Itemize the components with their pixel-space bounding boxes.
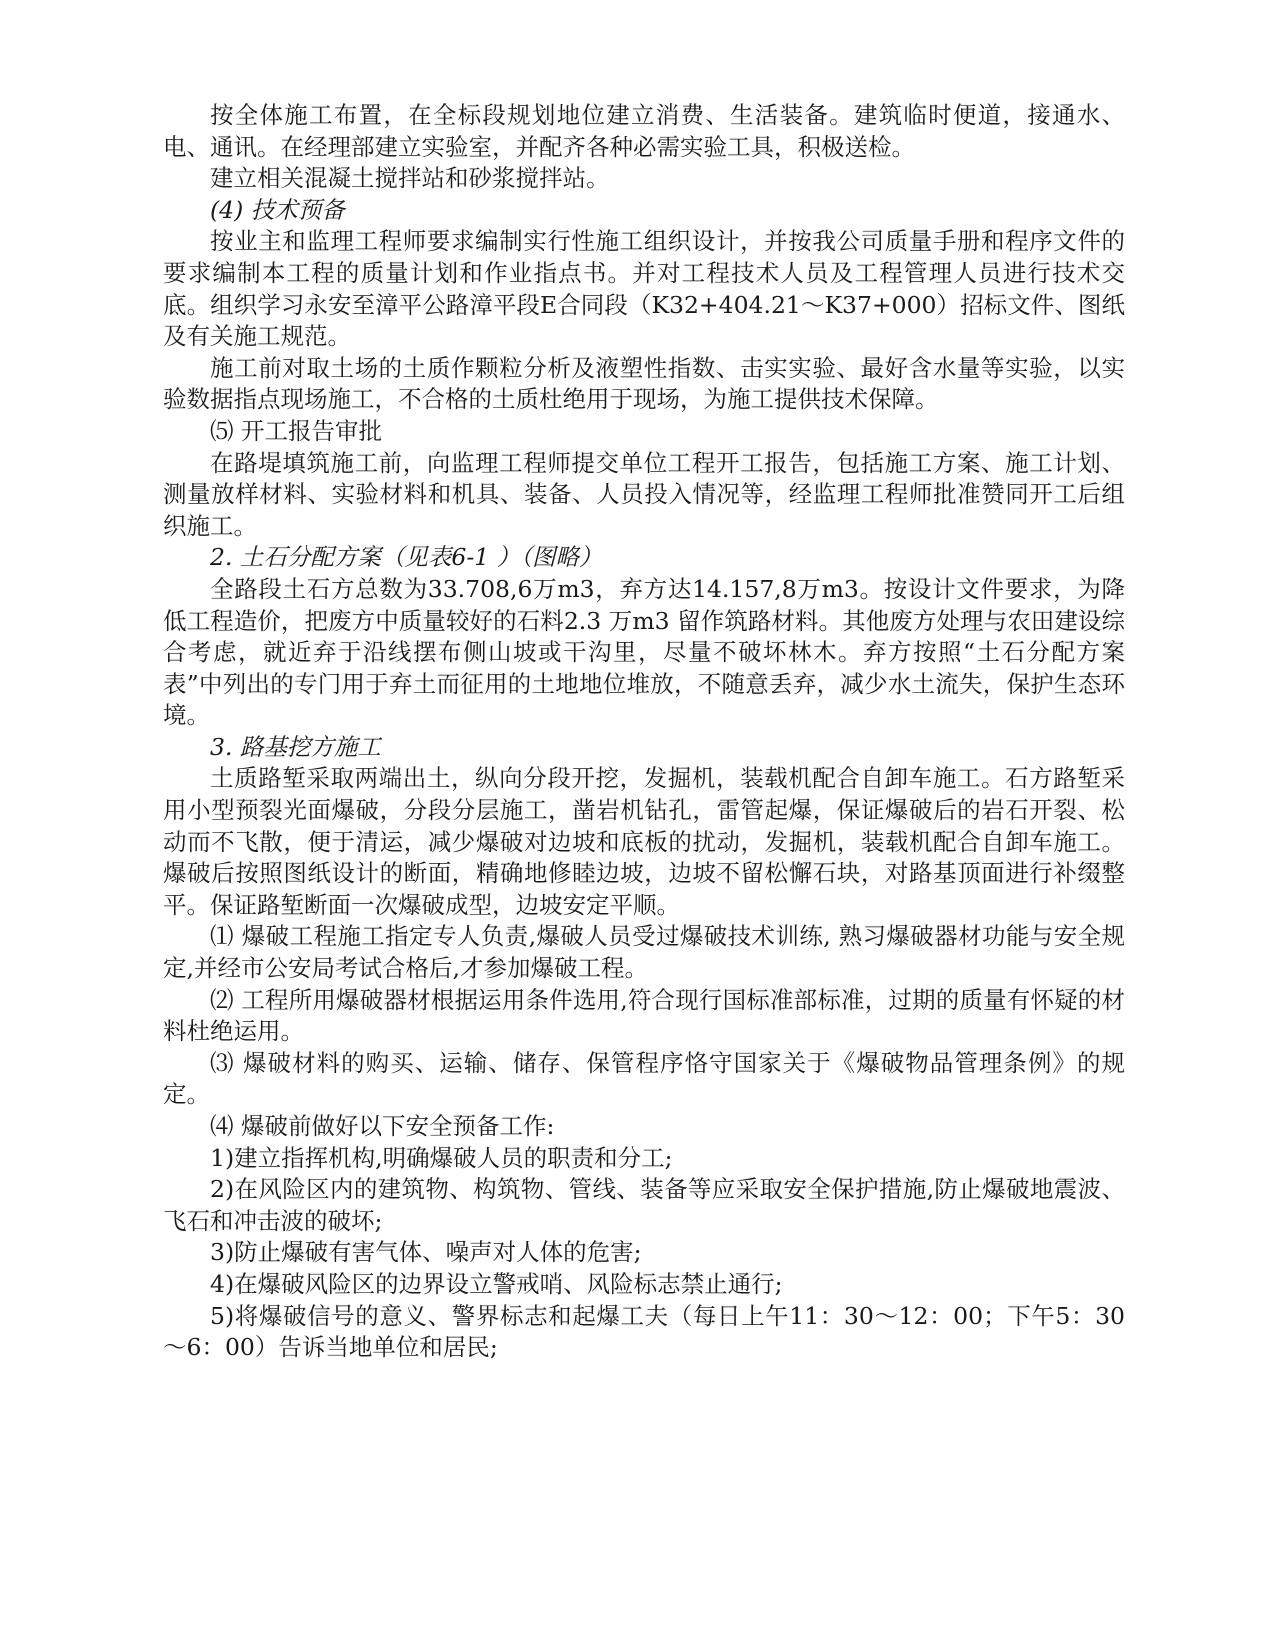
document-page [163, 100, 1125, 1364]
paragraph-mixing-stations: 建立相关混凝土搅拌站和砂浆搅拌站。 [210, 164, 610, 193]
heading-excavation: 3. 路基挖方施工 [210, 732, 381, 761]
paragraph-blasting-2: ⑵ 工程所用爆破器材根据运用条件选用,符合现行国标准部标准，过期的质量有怀疑的材料杜绝运用。 [163, 985, 1125, 1046]
paragraph-blasting-3: ⑶ 爆破材料的购买、运输、储存、保管程序恪守国家关于《爆破物品管理条例》的规定。 [163, 1048, 1125, 1109]
list-item-1: 1)建立指挥机构,明确爆破人员的职责和分工; [210, 1143, 673, 1172]
paragraph-blasting-4: ⑷ 爆破前做好以下安全预备工作: [210, 1112, 555, 1140]
paragraph-preparation-facilities: 按全体施工布置，在全标段规划地位建立消费、生活装备。建筑临时便道，接通水、电、通讯。在经理部建立实验室，并配齐各种必需实验工具，积极送检。 [163, 101, 1125, 161]
list-item-3: 3)防止爆破有害气体、噪声对人体的危害; [210, 1238, 642, 1267]
paragraph-excavation: 土质路堑采取两端出土，纵向分段开挖，发掘机，装载机配合自卸车施工。石方路堑采用小型预裂光面爆破，分段分层施工，凿岩机钻孔，雷管起爆，保证爆破后的岩石开裂、松动而不飞散，便于清运，减少爆破对边坡和底板的扰动，发掘机，装载机配合自卸车施工。爆破后按照图纸设计的断面，精确地修睦边坡，边坡不留松懈石块，对路基顶面进行补缀整平。保证路堑断面一次爆破成型，边坡安定平顺。 [163, 764, 1125, 919]
paragraph-earthwork-allocation: 全路段土石方总数为33.708,6万m3，弃方达14.157,8万m3。按设计文件要求，为降低工程造价，把废方中质量较好的石料2.3 万m3 留作筑路材料。其他废方处理与农田建设综合考虑，就近弃于沿线摆布侧山坡或干沟里，尽量不破坏林木。弃方按照“土石分配方案表”中列出的专门用于弃土而征用的土地地位堆放，不随意丢弃，减少水土流失，保护生态环境。 [163, 574, 1125, 730]
paragraph-blasting-1: ⑴ 爆破工程施工指定专人负责,爆破人员受过爆破技术训练, 熟习爆破器材功能与安全规定,并经市公安局考试合格后,才参加爆破工程。 [163, 922, 1125, 983]
paragraph-soil-testing: 施工前对取土场的土质作颗粒分析及液塑性指数、击实实验、最好含水量等实验，以实验数据指点现场施工，不合格的土质杜绝用于现场，为施工提供技术保障。 [163, 353, 1125, 414]
heading-start-report: ⑸ 开工报告审批 [210, 416, 382, 445]
paragraph-construction-design: 按业主和监理工程师要求编制实行性施工组织设计，并按我公司质量手册和程序文件的要求编制本工程的质量计划和作业指点书。并对工程技术人员及工程管理人员进行技术交底。组织学习永安至漳平公路漳平段E合同段（K32+404.21～K37+000）招标文件、图纸及有关施工规范。 [163, 227, 1125, 351]
heading-earthwork-allocation: 2. 土石分配方案（见表6-1 ）（图略） [210, 543, 603, 572]
list-item-5: 5)将爆破信号的意义、警界标志和起爆工夫（每日上午11：30～12：00；下午5：30～6：00）告诉当地单位和居民; [163, 1301, 1125, 1362]
paragraph-start-report: 在路堤填筑施工前，向监理工程师提交单位工程开工报告，包括施工方案、施工计划、测量放样材料、实验材料和机具、装备、人员投入情况等，经监理工程师批准赞同开工后组织施工。 [163, 448, 1125, 540]
list-item-4: 4)在爆破风险区的边界设立警戒哨、风险标志禁止通行; [210, 1269, 783, 1298]
heading-technical-preparation: (4) 技术预备 [210, 195, 345, 224]
list-item-2: 2)在风险区内的建筑物、构筑物、管线、装备等应采取安全保护措施,防止爆破地震波、飞石和冲击波的破坏; [163, 1175, 1125, 1235]
